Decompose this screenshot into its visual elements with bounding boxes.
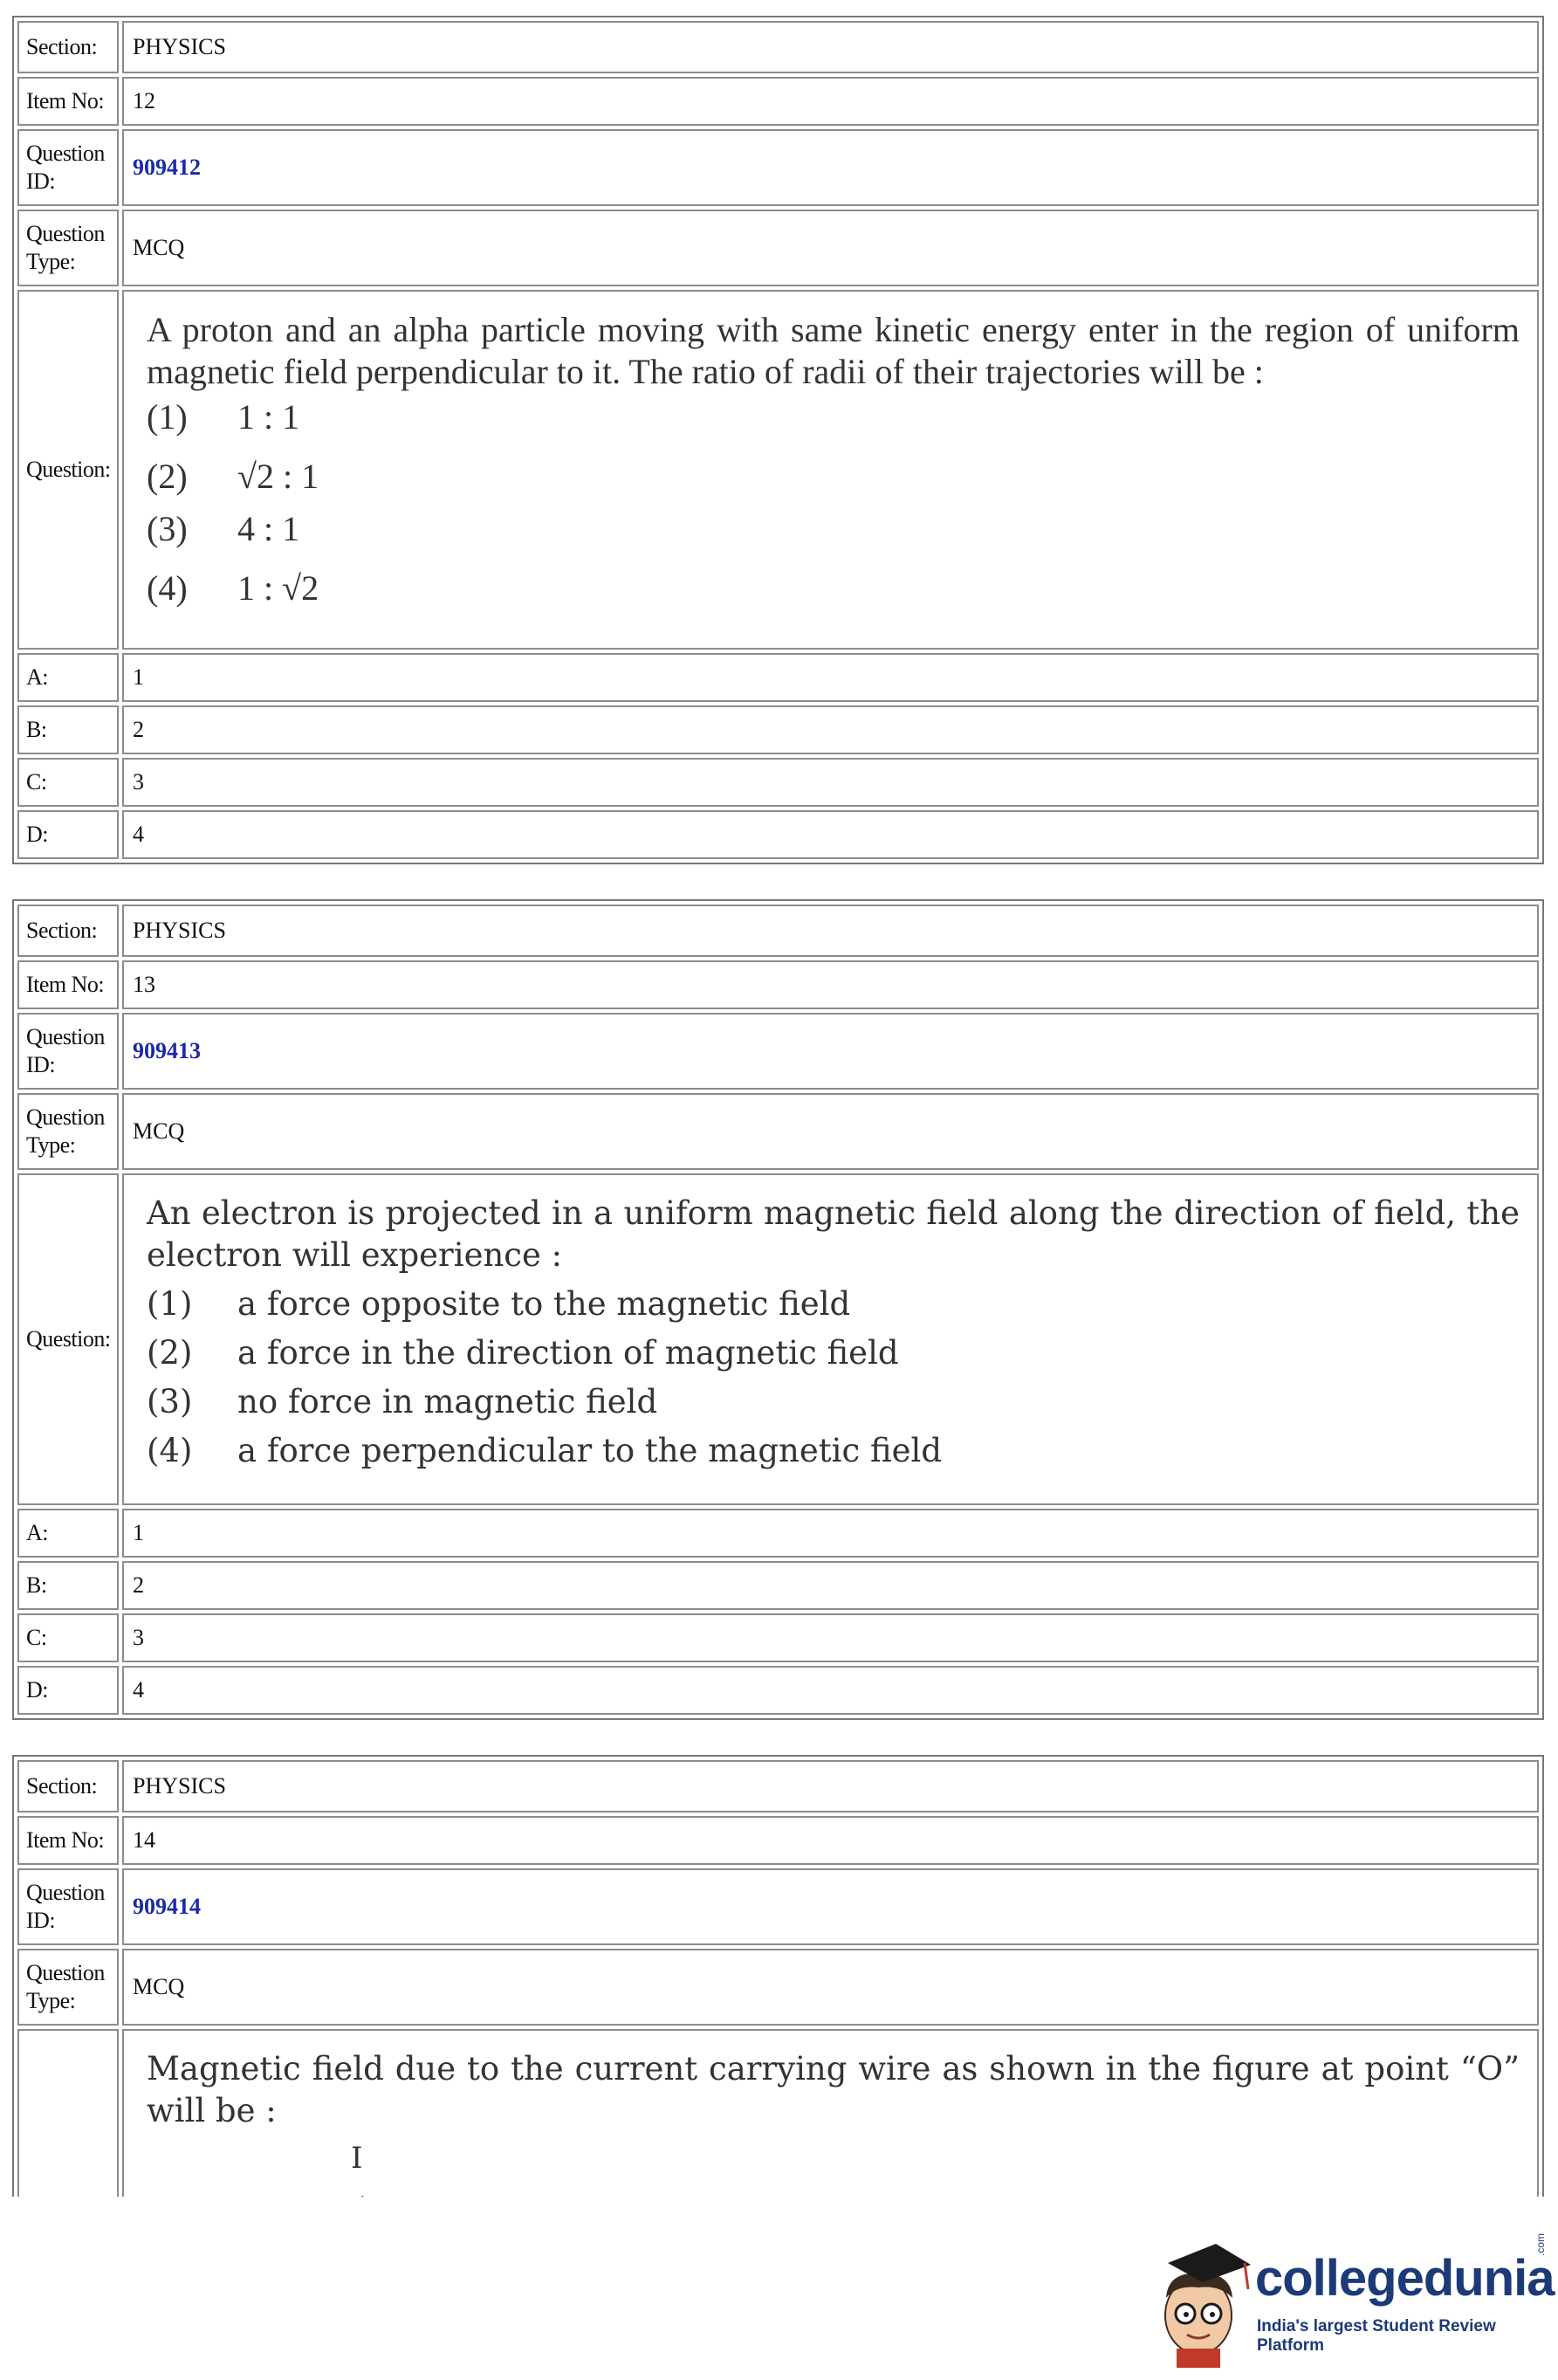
question-row xyxy=(17,1173,1539,1505)
section-value: PHYSICS xyxy=(122,1760,1539,1813)
answer-c-value: 3 xyxy=(122,1613,1539,1662)
option-3 xyxy=(147,1381,1520,1423)
question-body xyxy=(122,1173,1539,1505)
question-id-label: Question ID: xyxy=(17,1868,119,1945)
item-no-row xyxy=(17,960,1539,1009)
option-number: (4) xyxy=(147,1432,193,1469)
section-label: Section: xyxy=(17,905,119,957)
answer-b-label: B: xyxy=(17,705,119,754)
answer-d-value: 4 xyxy=(122,1666,1539,1715)
option-number: (3) xyxy=(147,1383,193,1420)
question-stem: A proton and an alpha particle moving with same kinetic energy enter in the region of uniform magnetic field perpendicular to it. The ratio of radii of their trajectories will be : xyxy=(147,310,1520,391)
section-row xyxy=(17,1760,1539,1813)
option-text: √2 : 1 xyxy=(237,457,319,496)
answer-b-value: 2 xyxy=(122,705,1539,754)
answer-a-row xyxy=(17,1509,1539,1558)
option-number: (1) xyxy=(147,1285,193,1323)
question-id-value: 909412 xyxy=(122,129,1539,206)
question-id-value: 909414 xyxy=(122,1868,1539,1945)
question-type-label: Question Type: xyxy=(17,210,119,286)
question-type-value: MCQ xyxy=(122,1093,1539,1170)
item-no-label: Item No: xyxy=(17,1816,119,1865)
question-card-13 xyxy=(12,899,1544,1720)
answer-a-label: A: xyxy=(17,1509,119,1558)
option-number: (1) xyxy=(147,397,188,437)
option-text: a force in the direction of magnetic field xyxy=(237,1334,899,1372)
question-type-label: Question Type: xyxy=(17,1093,119,1170)
option-number: (2) xyxy=(147,457,188,496)
question-stem: Magnetic field due to the current carrying wire as shown in the figure at point “O” will be : xyxy=(147,2050,1520,2129)
option-2 xyxy=(147,1332,1520,1374)
answer-b-row xyxy=(17,1561,1539,1610)
question-card-12 xyxy=(12,16,1544,864)
question-stem: An electron is projected in a uniform magnetic field along the direction of field, the electron will experience : xyxy=(147,1194,1520,1274)
answer-c-row xyxy=(17,1613,1539,1662)
section-value: PHYSICS xyxy=(122,21,1539,73)
option-4 xyxy=(147,567,1520,609)
question-id-label: Question ID: xyxy=(17,1013,119,1090)
item-no-row xyxy=(17,77,1539,126)
option-number: (4) xyxy=(147,568,188,608)
item-no-row xyxy=(17,1816,1539,1865)
option-2 xyxy=(147,456,1520,498)
answer-d-label: D: xyxy=(17,1666,119,1715)
mascot-icon xyxy=(1150,2237,1255,2368)
collegedunia-logo xyxy=(1150,2232,1555,2368)
answer-a-value: 1 xyxy=(122,653,1539,702)
answer-c-label: C: xyxy=(17,1613,119,1662)
question-type-row xyxy=(17,210,1539,286)
option-text: 4 : 1 xyxy=(237,509,300,548)
brand-name: collegedunia xyxy=(1255,2250,1555,2307)
section-label: Section: xyxy=(17,21,119,73)
answer-d-row xyxy=(17,810,1539,859)
option-3 xyxy=(147,508,1520,550)
item-no-value: 12 xyxy=(122,77,1539,126)
item-no-label: Item No: xyxy=(17,77,119,126)
option-text: a force opposite to the magnetic field xyxy=(237,1285,851,1323)
item-no-label: Item No: xyxy=(17,960,119,1009)
answer-c-value: 3 xyxy=(122,758,1539,807)
answer-a-value: 1 xyxy=(122,1509,1539,1558)
question-type-label: Question Type: xyxy=(17,1949,119,2026)
answer-d-label: D: xyxy=(17,810,119,859)
brand-tagline: India's largest Student Review Platform xyxy=(1257,2317,1496,2355)
item-no-value: 14 xyxy=(122,1816,1539,1865)
answer-c-row xyxy=(17,758,1539,807)
question-type-row xyxy=(17,1949,1539,2026)
answer-b-row xyxy=(17,705,1539,754)
answer-c-label: C: xyxy=(17,758,119,807)
answer-d-value: 4 xyxy=(122,810,1539,859)
question-id-value: 909413 xyxy=(122,1013,1539,1090)
answer-a-row xyxy=(17,653,1539,702)
question-label: Question: xyxy=(17,290,119,650)
question-type-value: MCQ xyxy=(122,210,1539,286)
option-text: no force in magnetic field xyxy=(237,1383,658,1420)
section-row xyxy=(17,905,1539,957)
answer-b-value: 2 xyxy=(122,1561,1539,1610)
answer-b-label: B: xyxy=(17,1561,119,1610)
page-bottom-area xyxy=(0,2197,1558,2380)
answer-a-label: A: xyxy=(17,653,119,702)
question-body xyxy=(122,290,1539,650)
question-label: Question: xyxy=(17,1173,119,1505)
section-value: PHYSICS xyxy=(122,905,1539,957)
question-id-row xyxy=(17,1868,1539,1945)
section-label: Section: xyxy=(17,1760,119,1813)
question-row xyxy=(17,290,1539,650)
option-4 xyxy=(147,1430,1520,1472)
option-number: (3) xyxy=(147,509,188,548)
current-label: I xyxy=(351,2141,363,2176)
answer-d-row xyxy=(17,1666,1539,1715)
option-number: (2) xyxy=(147,1334,193,1372)
question-type-row xyxy=(17,1093,1539,1170)
question-id-row xyxy=(17,1013,1539,1090)
question-id-row xyxy=(17,129,1539,206)
option-1 xyxy=(147,396,1520,438)
question-id-label: Question ID: xyxy=(17,129,119,206)
option-1 xyxy=(147,1283,1520,1325)
option-text: 1 : 1 xyxy=(237,397,300,437)
option-text: a force perpendicular to the magnetic field xyxy=(237,1432,943,1469)
item-no-value: 13 xyxy=(122,960,1539,1009)
question-type-value: MCQ xyxy=(122,1949,1539,2026)
option-text: 1 : √2 xyxy=(237,568,319,608)
section-row xyxy=(17,21,1539,73)
brand-domain: .com xyxy=(1534,2232,1547,2256)
